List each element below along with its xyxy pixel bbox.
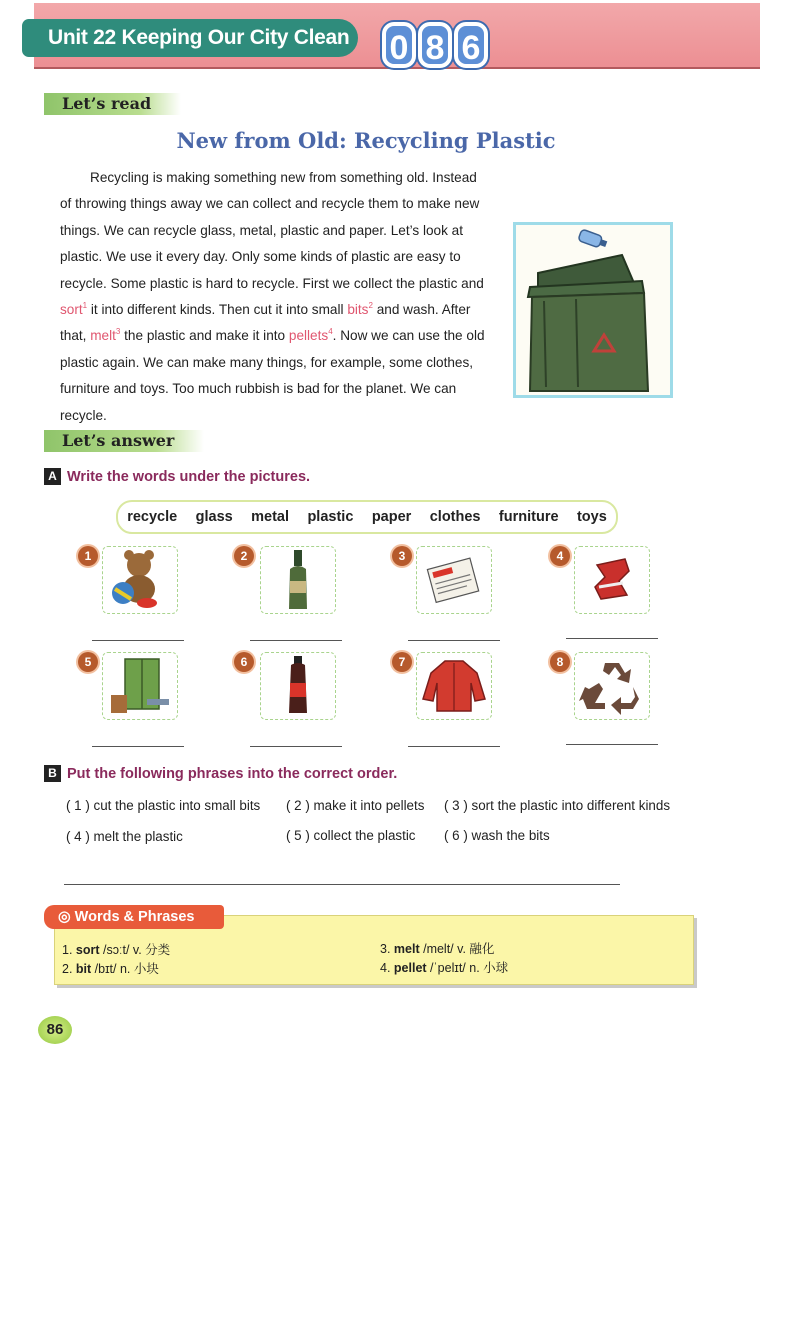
glossary-entry [62, 940, 170, 958]
unit-title: Unit 22 Keeping Our City Clean [22, 19, 358, 57]
lets-read-label: Let’s read [44, 93, 181, 115]
recycle-bin-illustration [513, 222, 673, 398]
passage-text: it into different kinds. Then cut it into small [87, 302, 348, 318]
task-a-heading [44, 468, 310, 485]
entry-definition: /ˈpelɪt/ n. 小球 [426, 961, 509, 975]
answer-line[interactable] [566, 744, 658, 745]
picture-number: 5 [78, 652, 98, 672]
phrase-item: ( 3 ) sort the plastic into different kinds [444, 798, 671, 813]
picture-number: 3 [392, 546, 412, 566]
passage-text: and wash. After that, [60, 302, 471, 344]
order-answer-line[interactable] [64, 884, 620, 885]
entry-word: pellet [393, 961, 427, 975]
entry-number: 1. [62, 943, 73, 957]
entry-number: 3. [380, 942, 391, 956]
task-b-instruction: Put the following phrases into the correct order. [67, 765, 398, 782]
footnote-mark: 4 [328, 327, 333, 337]
entry-definition: /sɔːt/ v. 分类 [99, 943, 171, 957]
answer-line[interactable] [250, 640, 342, 641]
footnote-mark: 2 [368, 301, 373, 311]
entry-number: 4. [380, 961, 391, 975]
glossary-word-bits: bits [347, 302, 369, 318]
answer-line[interactable] [566, 638, 658, 639]
glossary-entry [380, 939, 494, 957]
word-bank [116, 500, 618, 534]
lets-answer-label: Let’s answer [44, 430, 204, 452]
phrase-item: ( 2 ) make it into pellets [286, 798, 425, 813]
entry-definition: /bɪt/ n. 小块 [91, 962, 159, 976]
picture-number: 6 [234, 652, 254, 672]
passage-text: the plastic and make it into [120, 328, 289, 344]
passage-text: . Now we can use the old plastic again. We can make many things, for example, some clothes, furniture and toys. Too much rubbish is bad for the planet. We can recycle. [60, 328, 485, 423]
answer-line[interactable] [92, 640, 184, 641]
word-bank-item: glass [195, 509, 233, 525]
jacket-icon [416, 652, 492, 720]
glossary-entry [62, 959, 159, 977]
footnote-mark: 3 [115, 327, 121, 337]
phrase-item: ( 5 ) collect the plastic [286, 828, 416, 843]
entry-word: melt [393, 942, 420, 956]
word-bank-item: toys [576, 509, 607, 525]
glass-bottle-icon [260, 546, 336, 614]
glossary-word-pellets: pellets [288, 328, 329, 344]
page-code [382, 22, 488, 70]
picture-number: 4 [550, 546, 570, 566]
entry-word: bit [75, 962, 92, 976]
answer-line[interactable] [250, 746, 342, 747]
answer-line[interactable] [92, 746, 184, 747]
answer-line[interactable] [408, 640, 500, 641]
passage-text: Recycling is making something new from something old. Instead of throwing things away we can collect and recycle them to make new things. We can recycle glass, metal, plastic and paper. Let’s look at plastic. We use it every day. Only some kinds of plastic are easy to recycle. Some plastic is hard to recycle. First we collect the plastic and [60, 170, 484, 291]
picture-number: 1 [78, 546, 98, 566]
plastic-bottle-icon [260, 652, 336, 720]
phrase-item: ( 1 ) cut the plastic into small bits [66, 798, 261, 813]
glossary-word-melt: melt [90, 328, 116, 344]
code-digit: 8 [418, 22, 452, 68]
code-digit: 6 [454, 22, 488, 68]
word-bank-item: plastic [307, 509, 354, 525]
task-b-heading [44, 765, 397, 782]
entry-number: 2. [62, 962, 73, 976]
picture-number: 2 [234, 546, 254, 566]
task-letter: A [44, 468, 61, 485]
furniture-icon [102, 652, 178, 720]
passage-title: New from Old: Recycling Plastic [176, 128, 556, 153]
word-bank-item: recycle [127, 509, 178, 525]
recycle-symbol-icon [574, 652, 650, 720]
newspaper-icon [416, 546, 492, 614]
word-bank-item: metal [251, 509, 290, 525]
page-number: 86 [38, 1016, 72, 1044]
code-digit: 0 [382, 22, 416, 68]
words-phrases-tab: ◎ Words & Phrases [44, 905, 224, 929]
footnote-mark: 1 [82, 301, 88, 311]
picture-number: 7 [392, 652, 412, 672]
task-letter: B [44, 765, 61, 782]
teddy-bear-toy-icon [102, 546, 178, 614]
crushed-can-icon [574, 546, 650, 614]
phrase-item: ( 4 ) melt the plastic [66, 829, 183, 844]
word-bank-item: clothes [429, 509, 481, 525]
trash-bin-icon [516, 225, 670, 395]
task-a-instruction: Write the words under the pictures. [67, 468, 311, 485]
glossary-word-sort: sort [60, 302, 83, 318]
word-bank-item: furniture [498, 509, 559, 525]
entry-word: sort [75, 943, 100, 957]
answer-line[interactable] [408, 746, 500, 747]
entry-definition: /melt/ v. 融化 [419, 942, 495, 956]
phrase-item: ( 6 ) wash the bits [444, 828, 550, 843]
picture-number: 8 [550, 652, 570, 672]
word-bank-item: paper [371, 509, 412, 525]
glossary-entry [380, 958, 508, 976]
